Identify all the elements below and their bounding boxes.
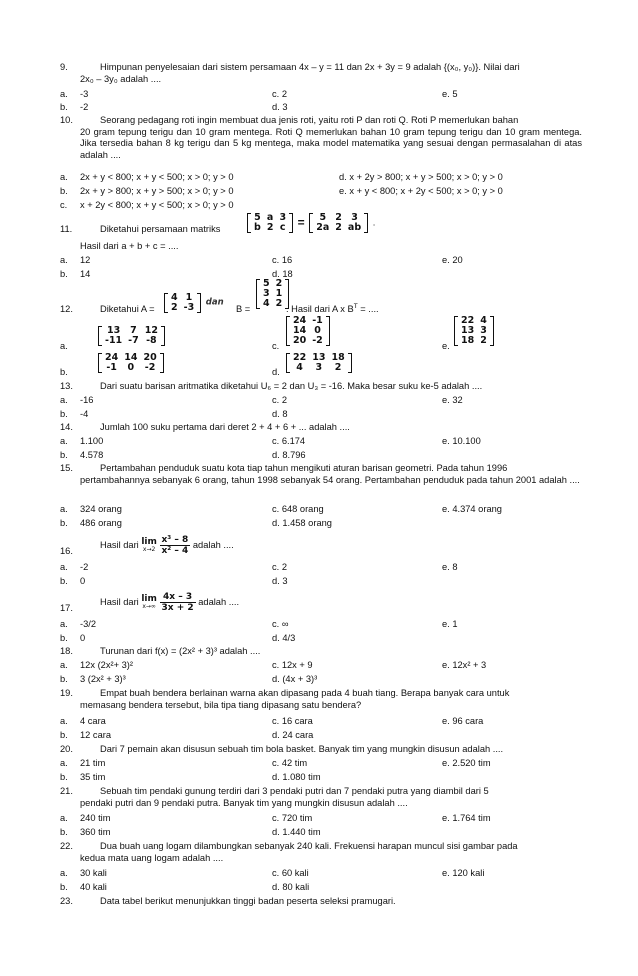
matrix-cell: -1: [106, 362, 117, 373]
matrix-left: [247, 213, 293, 233]
matrix-cell: 24: [293, 315, 307, 326]
option-label: b.: [60, 450, 68, 460]
option-c: c. 60 kali: [272, 868, 309, 878]
question-number: 13.: [60, 381, 73, 391]
question-20: [60, 744, 582, 756]
question-text-cont: memasang bendera tersebut, bila tipa tiang dipasang satu bendera?: [80, 699, 362, 710]
question-text-cont: Hasil dari a + b + c = ....: [80, 241, 179, 251]
options-row: [60, 102, 582, 114]
matrix-equation: [245, 213, 375, 233]
options-row: [60, 772, 582, 784]
option-label: a.: [60, 716, 68, 726]
question-text: Data tabel berikut menunjukkan tinggi badan peserta seleksi pramugari.: [100, 896, 396, 906]
text-rest: . Hasil dari A x B: [286, 304, 354, 314]
lim-subscript: x→2: [142, 545, 156, 553]
matrix-cell: 5: [254, 212, 261, 223]
option-e-matrix: [452, 316, 496, 346]
lim-text: lim: [141, 593, 157, 604]
matrix-cell: 2a: [316, 222, 330, 233]
options-row: [60, 660, 582, 672]
question-14: [60, 422, 582, 434]
option-c: c. 16 cara: [272, 716, 313, 726]
question-number: 21.: [60, 786, 73, 796]
matrix-cell: 1: [275, 288, 283, 299]
matrix-right: [309, 213, 368, 233]
option-c: c. 16: [272, 255, 293, 265]
question-text: Jumlah 100 suku pertama dari deret 2 + 4 + 6 + ... adalah ....: [100, 422, 350, 432]
matrix-box: [98, 353, 164, 373]
option-label: a.: [60, 619, 68, 629]
denominator: x² – 4: [161, 546, 189, 557]
question-text: Diketahui A =: [100, 304, 155, 314]
option-label: b.: [60, 772, 68, 782]
option-c: c. 720 tim: [272, 813, 313, 823]
question-10: [60, 115, 582, 161]
matrix-cell: 5: [319, 212, 327, 223]
question-number: 9.: [60, 62, 68, 72]
option-label: b.: [60, 409, 68, 419]
matrix-row: [290, 336, 326, 346]
question-15: [60, 463, 582, 486]
question-number: 10.: [60, 115, 73, 125]
matrix-cell: 4: [296, 362, 303, 373]
options-row: [60, 409, 582, 421]
matrix-row: [168, 303, 197, 313]
limit-operator: [141, 538, 157, 554]
question-text-cont: 20 gram tepung terigu dan 10 gram mentega. Roti Q memerlukan bahan 10 gram tepung terigu dan 10 gram mentega. Jika tersedia bahan 8 kg terigu dan 5 kg mentega, maka model matematika yang sesuai dengan permasalahan di atas adalah ....: [80, 126, 582, 160]
question-text-end: adalah ....: [192, 540, 234, 550]
option-label: e.: [442, 341, 450, 351]
option-e: e. 12x² + 3: [442, 660, 487, 670]
matrix-cell: 1: [185, 292, 193, 303]
matrix-row: [251, 223, 289, 233]
matrix-cell: 0: [127, 362, 135, 373]
question-number: 15.: [60, 463, 73, 473]
option-b: 360 tim: [80, 827, 111, 837]
matrix-row: [102, 336, 161, 346]
option-e: e. 5: [442, 89, 458, 99]
matrix-cell: 12: [144, 325, 158, 336]
options-row: [60, 504, 582, 516]
option-label: b.: [60, 633, 68, 643]
option-e: e. 120 kali: [442, 868, 485, 878]
option-a: 1.100: [80, 436, 104, 446]
question-number: 23.: [60, 896, 73, 906]
options-row: [60, 633, 582, 645]
options-row: [60, 576, 582, 588]
matrix-cell: 2: [334, 362, 342, 373]
matrix-row: [102, 363, 160, 373]
matrix-A: [162, 293, 224, 313]
options-row: [60, 827, 582, 839]
matrix-cell: 4: [480, 315, 487, 326]
options-row: [60, 450, 582, 462]
option-label: a.: [60, 89, 68, 99]
option-b: -2: [80, 102, 89, 112]
option-c: c. ∞: [272, 619, 289, 629]
option-b: 35 tim: [80, 772, 106, 782]
matrix-row: [260, 299, 285, 309]
fraction: [160, 592, 196, 613]
options-row: [60, 395, 582, 407]
option-a-matrix: [96, 326, 167, 346]
option-e: e. x + y < 800; x + 2y < 500; x > 0; y > 0: [339, 186, 503, 196]
question-text: Empat buah bendera berlainan warna akan dipasang pada 4 buah tiang. Berapa banyak cara untuk: [100, 688, 510, 698]
question-text: Dari 7 pemain akan disusun sebuah tim bola basket. Banyak tim yang mungkin disusun adalah ....: [100, 744, 504, 754]
matrix-cell: 14: [293, 325, 307, 336]
question-9: [60, 62, 582, 85]
matrix-cell: 22: [461, 315, 475, 326]
question-number: 16.: [60, 546, 73, 556]
matrix-cell: 13: [312, 352, 326, 363]
matrix-cell: 2: [171, 302, 178, 313]
question-text: Diketahui persamaan matriks: [100, 224, 221, 234]
matrix-row: [290, 363, 348, 373]
question-17-line: [100, 588, 239, 616]
denominator: 3x + 2: [161, 603, 194, 614]
question-text: Himpunan penyelesaian dari sistem persamaan 4x – y = 11 dan 2x + 3y = 9 adalah {(x₀, y₀)}. Nilai dari: [100, 62, 520, 72]
question-16-line: [100, 531, 234, 559]
option-c: c. 648 orang: [272, 504, 324, 514]
matrix-cell: -11: [105, 335, 123, 346]
option-b: 14: [80, 269, 91, 279]
option-d: d. (4x + 3)³: [272, 674, 318, 684]
question-number: 12.: [60, 304, 73, 314]
option-a: 4 cara: [80, 716, 106, 726]
option-d: d. 24 cara: [272, 730, 314, 740]
options-row: [60, 172, 582, 184]
option-label: b.: [60, 269, 68, 279]
options-row: [60, 269, 582, 281]
option-label: a.: [60, 813, 68, 823]
question-text: Hasil dari: [100, 540, 139, 550]
matrix-A-box: [164, 293, 201, 313]
matrix-cell: 3: [315, 362, 323, 373]
option-e: e. 10.100: [442, 436, 481, 446]
option-a: 324 orang: [80, 504, 122, 514]
options-row: [60, 436, 582, 448]
option-a: -2: [80, 562, 89, 572]
option-a: 12: [80, 255, 91, 265]
option-label: b.: [60, 186, 68, 196]
matrix-cell: 13: [106, 325, 121, 336]
question-number: 22.: [60, 841, 73, 851]
matrix-B-box: [256, 279, 289, 309]
option-label: b.: [60, 367, 68, 377]
question-number: 19.: [60, 688, 73, 698]
option-d: d. 80 kali: [272, 882, 310, 892]
matrix-cell: 18: [461, 335, 475, 346]
option-c: x + 2y < 800; x + y < 500; x > 0; y > 0: [80, 200, 234, 210]
matrix-cell: 20: [293, 335, 307, 346]
option-a: 240 tim: [80, 813, 111, 823]
question-text-rest: [286, 304, 379, 316]
matrix-box: [286, 316, 330, 346]
period: .: [372, 217, 376, 228]
option-label: a.: [60, 255, 68, 265]
matrix-cell: 3: [263, 288, 270, 299]
option-label: b.: [60, 102, 68, 112]
question-number: 11.: [60, 224, 73, 234]
text-rest2: = ....: [357, 304, 379, 314]
matrix-box: [454, 316, 494, 346]
matrix-cell: 2: [480, 335, 487, 346]
options-row: [60, 200, 582, 212]
options-row: [60, 562, 582, 574]
option-e: e. 8: [442, 562, 458, 572]
option-e: e. 4.374 orang: [442, 504, 502, 514]
matrix-cell: -2: [144, 362, 156, 373]
matrix-cell: 4: [263, 298, 270, 309]
matrix-cell: -2: [312, 335, 323, 346]
matrix-cell: 4: [171, 292, 178, 303]
matrix-cell: 18: [331, 352, 345, 363]
option-d: d. 8: [272, 409, 288, 419]
matrix-cell: b: [254, 222, 261, 233]
matrix-cell: c: [279, 222, 286, 233]
option-a: -3: [80, 89, 89, 99]
matrix-cell: 7: [130, 325, 137, 336]
options-row: [60, 730, 582, 742]
options-row: [60, 813, 582, 825]
option-a: 2x + y < 800; x + y < 500; x > 0; y > 0: [80, 172, 234, 182]
option-b: 2x + y > 800; x + y > 500; x > 0; y > 0: [80, 186, 234, 196]
matrix-B-label: B =: [236, 304, 251, 314]
matrix-cell: 2: [335, 212, 342, 223]
lim-subscript: x→∞: [142, 602, 156, 610]
matrix-cell: 3: [351, 212, 358, 223]
option-label: a.: [60, 172, 68, 182]
matrix-cell: -3: [183, 302, 195, 313]
matrix-box: [286, 353, 352, 373]
option-d: d. x + 2y > 800; x + y > 500; x > 0; y > 0: [339, 172, 503, 182]
matrix-cell: 13: [461, 325, 475, 336]
option-d: d. 1.080 tim: [272, 772, 321, 782]
options-row: [60, 758, 582, 770]
options-row: [60, 868, 582, 880]
numerator: 4x – 3: [160, 592, 196, 603]
matrix-cell: a: [266, 212, 274, 223]
matrix-cell: 20: [143, 352, 157, 363]
option-c: c. 6.174: [272, 436, 306, 446]
option-e: e. 96 cara: [442, 716, 484, 726]
option-b: 0: [80, 633, 86, 643]
option-b: -4: [80, 409, 89, 419]
matrix-cell: 2: [266, 222, 274, 233]
question-13: [60, 381, 582, 393]
option-b-matrix: [96, 353, 166, 373]
question-text-end: adalah ....: [198, 597, 240, 607]
option-label: c.: [272, 341, 280, 351]
option-d-matrix: [284, 353, 354, 373]
matrix-cell: 22: [293, 352, 307, 363]
option-label: c.: [60, 200, 68, 210]
matrix-cell: -7: [128, 335, 139, 346]
matrix-cell: -1: [312, 315, 323, 326]
option-e: e. 32: [442, 395, 463, 405]
question-23: [60, 896, 582, 908]
question-text: Turunan dari f(x) = (2x² + 3)³ adalah ....: [100, 646, 261, 656]
options-row: [60, 882, 582, 894]
options-row: [60, 674, 582, 686]
matrix-cell: 2: [275, 278, 283, 289]
question-text: Seorang pedagang roti ingin membuat dua jenis roti, yaitu roti P dan roti Q. Roti P memerlukan bahan: [100, 115, 519, 125]
option-d: d. 18: [272, 269, 293, 279]
question-text: Sebuah tim pendaki gunung terdiri dari 3 pendaki putri dan 7 pendaki putra yang diambil dari 5: [100, 786, 489, 796]
matrix-cell: -8: [146, 335, 157, 346]
option-e: e. 1.764 tim: [442, 813, 491, 823]
option-c: c. 12x + 9: [272, 660, 313, 670]
option-a: 12x (2x²+ 3)²: [80, 660, 133, 670]
option-label: a.: [60, 660, 68, 670]
dan-label: dan: [205, 297, 224, 308]
option-e: e. 20: [442, 255, 463, 265]
matrix-cell: 24: [105, 352, 119, 363]
options-row: [60, 186, 582, 198]
question-18: [60, 646, 582, 658]
matrix-cell: 0: [314, 325, 321, 336]
matrix-cell: 14: [124, 352, 138, 363]
options-row: [60, 255, 582, 267]
matrix-cell: 3: [480, 325, 487, 336]
question-text: Dua buah uang logam dilambungkan sebanyak 240 kali. Frekuensi harapan muncul sisi gambar pada: [100, 841, 518, 851]
option-label: a.: [60, 341, 68, 351]
options-row: [60, 518, 582, 530]
transpose-sup: T: [353, 302, 358, 310]
question-text-cont: pendaki putri dan 9 pendaki putra. Banyak tim yang mungkin disusun adalah ....: [80, 797, 408, 808]
question-text: Pertambahan penduduk suatu kota tiap tahun mengikuti aturan barisan geometri. Pada tahun 1996: [100, 463, 508, 473]
option-d: d. 4/3: [272, 633, 296, 643]
option-label: b.: [60, 882, 68, 892]
question-number: 17.: [60, 603, 73, 613]
equals-sign: =: [297, 215, 305, 230]
option-label: b.: [60, 518, 68, 528]
question-text-cont: 2x₀ – 3y₀ adalah ....: [80, 73, 162, 84]
option-label: a.: [60, 868, 68, 878]
option-c: c. 2: [272, 562, 287, 572]
option-c: c. 2: [272, 89, 287, 99]
option-label: a.: [60, 395, 68, 405]
option-b: 40 kali: [80, 882, 107, 892]
option-d: d. 1.458 orang: [272, 518, 332, 528]
option-b: 3 (2x² + 3)³: [80, 674, 126, 684]
question-22: [60, 841, 582, 864]
option-b: 0: [80, 576, 86, 586]
option-d: d. 1.440 tim: [272, 827, 321, 837]
option-label: b.: [60, 576, 68, 586]
matrix-cell: 5: [263, 278, 270, 289]
lim-text: lim: [141, 536, 157, 547]
option-a: 21 tim: [80, 758, 106, 768]
option-a: -16: [80, 395, 94, 405]
matrix-row: [313, 223, 364, 233]
question-text-cont: pertambahannya sebanyak 6 orang, tahun 1998 sebanyak 54 orang. Pertambahan penduduk pada tahun 2001 adalah ....: [80, 474, 580, 485]
options-row: [60, 716, 582, 728]
matrix-cell: 3: [279, 212, 287, 223]
option-label: d.: [272, 367, 280, 377]
matrix-row: [458, 336, 490, 346]
option-b: 4.578: [80, 450, 104, 460]
option-d: d. 8.796: [272, 450, 306, 460]
option-label: a.: [60, 504, 68, 514]
option-c: c. 2: [272, 395, 287, 405]
options-row: [60, 89, 582, 101]
question-text: Dari suatu barisan aritmatika diketahui U₆ = 2 dan U₃ = -16. Maka besar suku ke-5 adalah ....: [100, 381, 483, 391]
numerator: x³ – 8: [161, 535, 189, 546]
option-b: 12 cara: [80, 730, 112, 740]
options-row: [60, 619, 582, 631]
matrix-cell: 2: [335, 222, 342, 233]
option-b: 486 orang: [80, 518, 122, 528]
question-11-line: [100, 224, 220, 236]
matrix-cell: 2: [275, 298, 283, 309]
question-21: [60, 786, 582, 809]
question-number: 20.: [60, 744, 73, 754]
option-a: 30 kali: [80, 868, 107, 878]
option-label: a.: [60, 436, 68, 446]
option-label: b.: [60, 674, 68, 684]
question-number: 14.: [60, 422, 73, 432]
question-text-cont: kedua mata uang logam adalah ....: [80, 852, 224, 863]
option-label: b.: [60, 730, 68, 740]
fraction: [160, 535, 191, 556]
option-label: b.: [60, 827, 68, 837]
option-a: -3/2: [80, 619, 97, 629]
option-label: a.: [60, 758, 68, 768]
option-e: e. 1: [442, 619, 458, 629]
option-d: d. 3: [272, 576, 288, 586]
option-c-matrix: [284, 316, 332, 346]
option-label: a.: [60, 562, 68, 572]
option-d: d. 3: [272, 102, 288, 112]
matrix-cell: ab: [347, 222, 362, 233]
option-c: c. 42 tim: [272, 758, 308, 768]
limit-operator: [141, 595, 157, 611]
question-number: 18.: [60, 646, 73, 656]
question-text: Hasil dari: [100, 597, 139, 607]
matrix-box: [98, 326, 165, 346]
option-e: e. 2.520 tim: [442, 758, 491, 768]
question-19: [60, 688, 582, 711]
